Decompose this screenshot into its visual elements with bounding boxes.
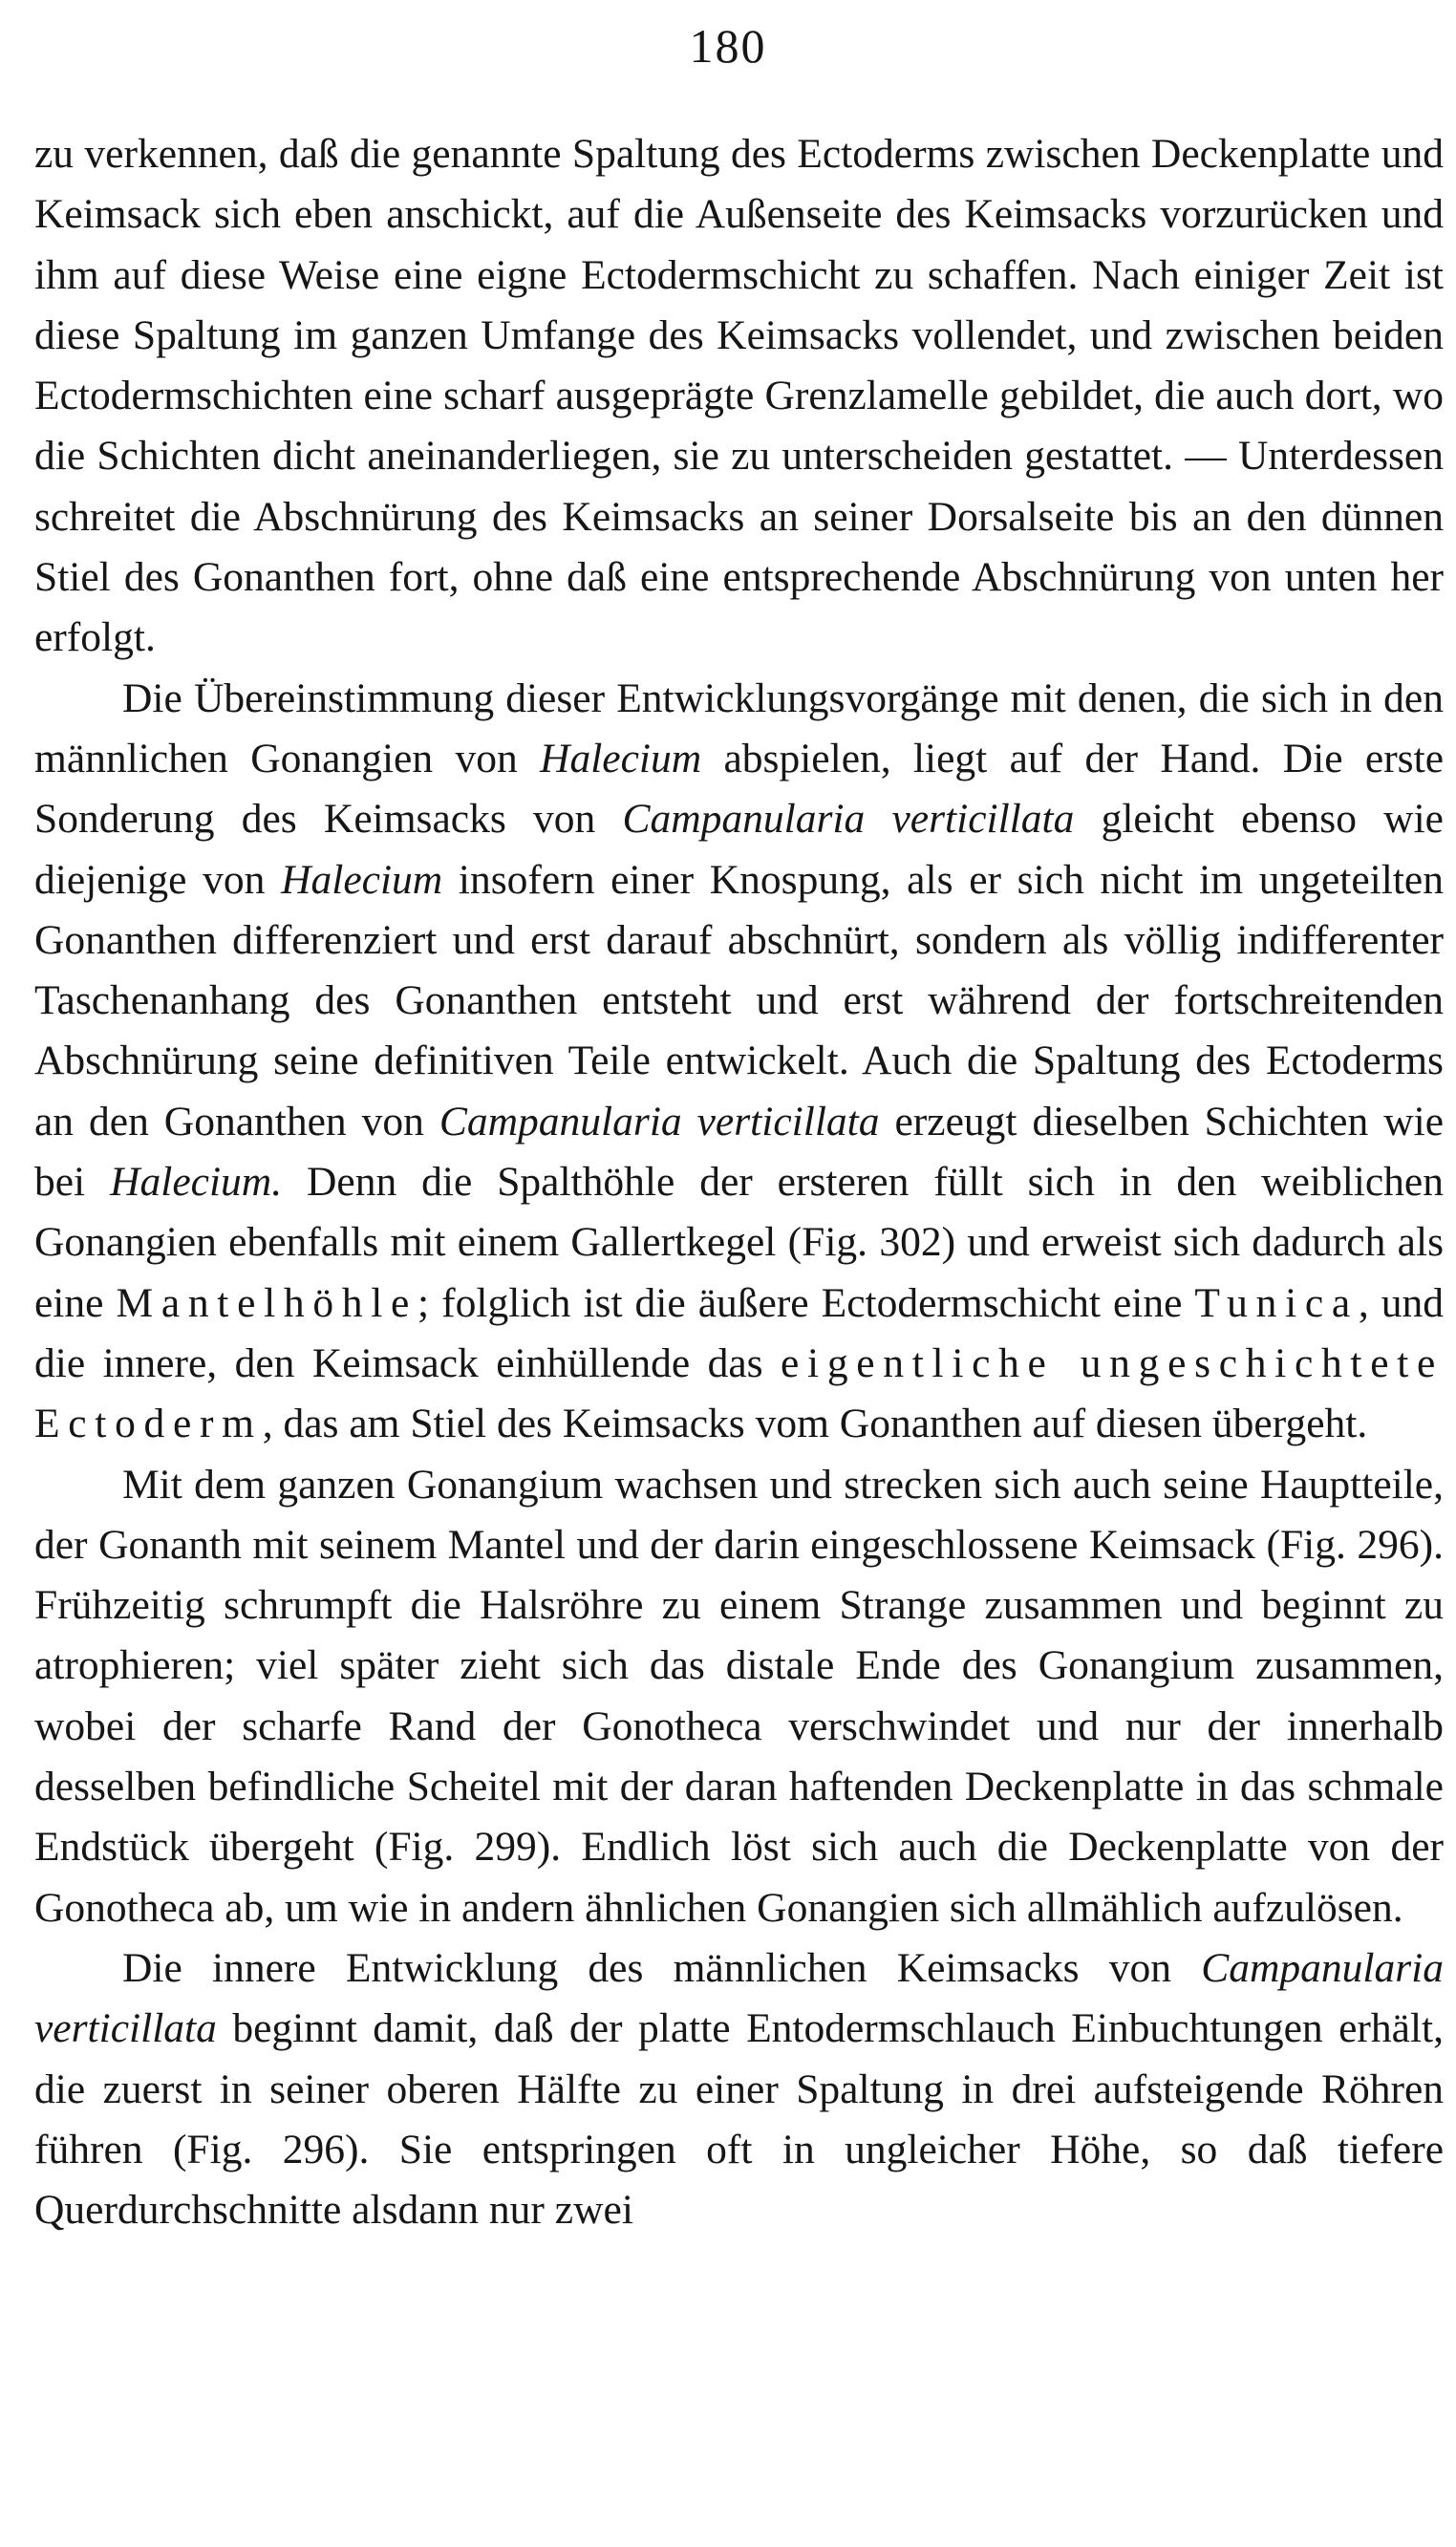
italic-term: Campanularia verticillata	[622, 796, 1075, 843]
text-run: zu verkennen, daß die genannte Spaltung des Ectoderms zwischen Deckenplatte und Keimsack sich eben anschickt, auf die Außenseite des Keimsacks vorzurücken und ihm auf diese Weise eine eigne Ectodermschicht zu schaffen. Nach einiger Zeit ist diese Spaltung im ganzen Umfange des Keimsacks vollendet, und zwischen beiden Ectodermschichten eine scharf ausgeprägte Grenzlamelle gebildet, die auch dort, wo die Schichten dicht aneinanderliegen, sie zu unterscheiden gestattet. — Unterdessen schreitet die Abschnürung des Keimsacks an seiner Dorsalseite bis an den dünnen Stiel des Gonanthen fort, ohne daß eine entsprechende Abschnürung von unten her erfolgt.	[34, 131, 1444, 661]
paragraph-1	[34, 124, 1444, 669]
text-run: , und die innere, den Keimsack einhüllende das	[34, 1279, 1445, 1386]
spaced-term: Mantelhöhle	[116, 1279, 418, 1326]
paragraph-2	[34, 669, 1444, 1455]
text-run: Die innere Entwicklung des männlichen Keimsacks von	[122, 1944, 1202, 1991]
text-run: erzeugt dieselben Schichten wie bei	[34, 1098, 1444, 1206]
italic-term: Campanularia verticillata	[34, 1944, 1444, 2052]
body-text	[34, 124, 1444, 2240]
text-run: Mit dem ganzen Gonangium wachsen und strecken sich auch seine Hauptteile, der Gonanth mit seinem Mantel und der darin eingeschlossene Keimsack (Fig. 296). Frühzeitig schrumpft die Halsröhre zu einem Strange zusammen und beginnt zu atrophieren; viel später zieht sich das distale Ende des Gonangium zusammen, wobei der scharfe Rand der Gonotheca verschwindet und nur der innerhalb desselben befindliche Scheitel mit der daran haftenden Deckenplatte in das schmale Endstück übergeht (Fig. 299). Endlich löst sich auch die Deckenplatte von der Gonotheca ab, um wie in andern ähnlichen Gonangien sich allmählich aufzulösen.	[34, 1461, 1444, 1931]
text-run: Denn die Spalthöhle der ersteren füllt sich in den weiblichen Gonangien ebenfalls mit einem Gallertkegel (Fig. 302) und erweist sich dadurch als eine	[34, 1159, 1444, 1326]
italic-term: Halecium.	[110, 1159, 283, 1206]
page-number: 180	[689, 19, 767, 73]
text-run: beginnt damit, daß der platte Entodermschlauch Einbuchtungen erhält, die zuerst in seiner oberen Hälfte zu einer Spaltung in drei aufsteigende Röhren führen (Fig. 296). Sie entspringen oft in ungleicher Höhe, so daß tiefere Querdurchschnitte alsdann nur zwei	[34, 2005, 1444, 2234]
italic-term: Halecium	[281, 856, 443, 903]
spaced-term: eigentliche ungeschichtete Ectoderm	[34, 1339, 1444, 1447]
italic-term: Halecium	[540, 735, 702, 781]
italic-term: Campanularia verticillata	[439, 1098, 880, 1145]
text-run: abspielen, liegt auf der Hand. Die erste Sonderung des Keimsacks von	[34, 735, 1444, 843]
paragraph-3	[34, 1455, 1444, 1938]
text-run: insofern einer Knospung, als er sich nicht im ungeteilten Gonanthen differenziert und erst darauf abschnürt, sondern als völlig indifferenter Taschenanhang des Gonanthen entsteht und erst während der fortschreitenden Abschnürung seine definitiven Teile entwickelt. Auch die Spaltung des Ectoderms an den Gonanthen von	[34, 856, 1444, 1145]
paragraph-4	[34, 1938, 1444, 2240]
text-run: , das am Stiel des Keimsacks vom Gonanthen auf diesen übergeht.	[262, 1401, 1368, 1447]
spaced-term: Tunica	[1194, 1279, 1359, 1326]
text-run: gleicht ebenso wie diejenige von	[34, 796, 1444, 903]
text-run: Die Übereinstimmung dieser Entwicklungsvorgänge mit denen, die sich in den männlichen Gonangien von	[34, 674, 1444, 781]
text-run: ; folglich ist die äußere Ectodermschicht eine	[418, 1279, 1195, 1326]
